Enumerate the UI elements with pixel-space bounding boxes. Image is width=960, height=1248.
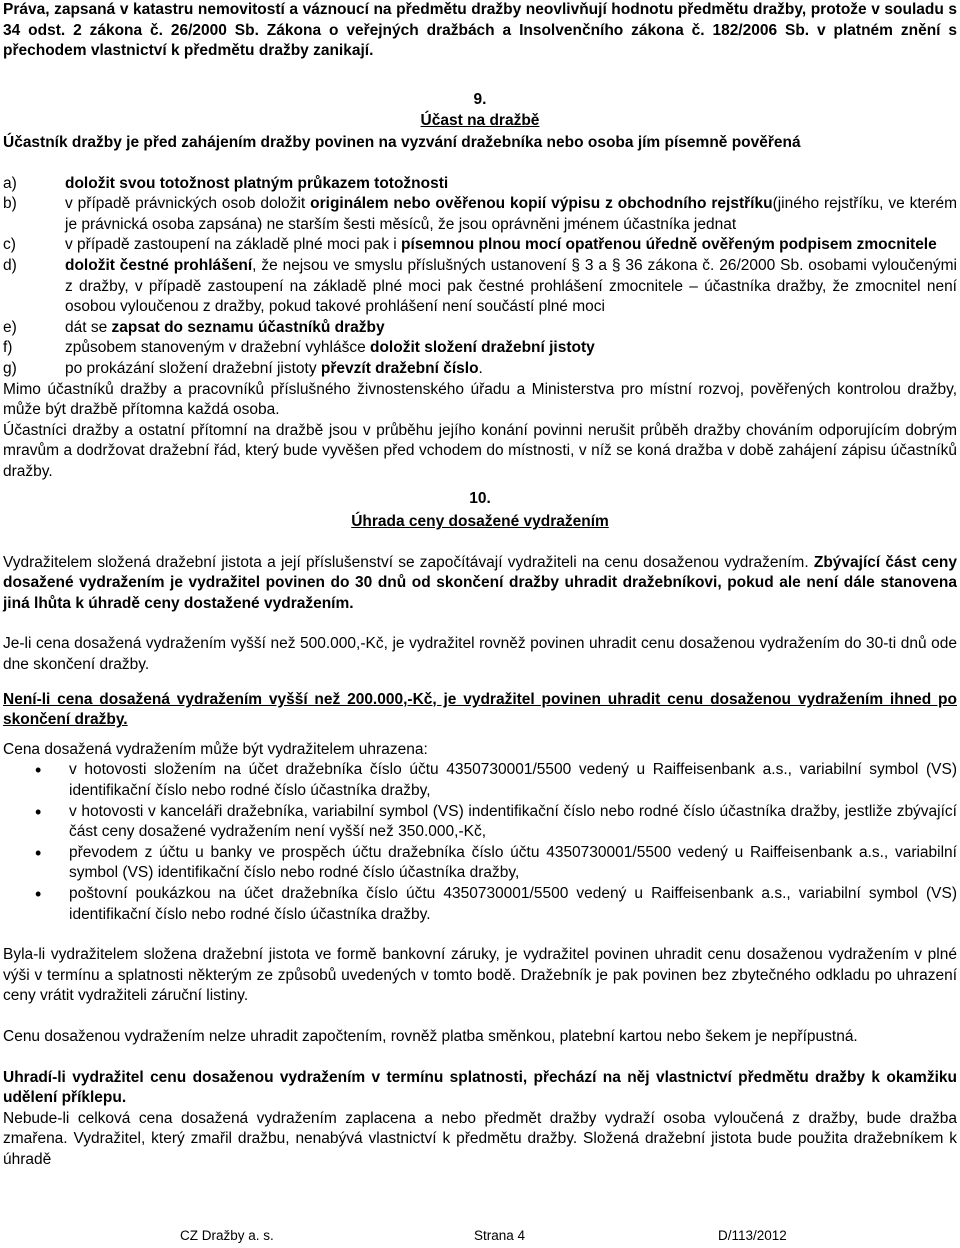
payment-method-text: v hotovosti v kanceláři dražebníka, variabilní symbol (VS) indentifikační číslo nebo rodné číslo účastníka dražby, jestliže zbývající část ceny dosažené vydražením není vyšší než 350.000,-Kč, bbox=[69, 802, 957, 841]
bullet-icon: • bbox=[35, 801, 42, 822]
section-10-paragraph-5: Byla-li vydražitelem složena dražební jistota ve formě bankovní záruky, je vydražitel povinen uhradit cenu dosaženou vydražením v plné výši v termínu a splatnosti některým ze způsobů uvedených v tomto bodě. Dražebník je pak povinen bez zbytečného odkladu po uhrazení ceny vrátit vydražiteli záruční listiny. bbox=[3, 946, 957, 1005]
requirement-item-text: způsobem stanoveným v dražební vyhlášce bbox=[65, 339, 370, 357]
payment-method-item bbox=[3, 884, 957, 925]
section-10-number: 10. bbox=[469, 490, 491, 508]
requirement-item bbox=[3, 235, 957, 256]
section-10-paragraph-2: Je-li cena dosažená vydražením vyšší než 500.000,-Kč, je vydražitel rovněž povinen uhradit cenu dosaženou vydražením do 30-ti dnů ode dne skončení dražby. bbox=[3, 635, 957, 674]
requirement-item-text: po prokázání složení dražební jistoty bbox=[65, 359, 321, 377]
section-10-paragraph-1 bbox=[3, 553, 957, 615]
requirement-item-label: e) bbox=[3, 318, 17, 336]
payment-methods-list bbox=[3, 760, 957, 925]
section-9-intro: Účastník dražby je před zahájením dražby povinen na vyzvání dražebníka nebo osoba jím písemně pověřená bbox=[3, 133, 801, 151]
payment-method-item bbox=[3, 760, 957, 801]
requirement-item bbox=[3, 174, 957, 195]
bullet-icon: • bbox=[35, 842, 42, 863]
requirement-item-text: doložit složení dražební jistoty bbox=[370, 339, 595, 357]
requirement-item bbox=[3, 338, 957, 359]
requirement-item-label: a) bbox=[3, 174, 17, 192]
requirement-item-label: f) bbox=[3, 339, 13, 357]
requirement-item-text: zapsat do seznamu účastníků dražby bbox=[111, 318, 385, 336]
payment-method-text: v hotovosti složením na účet dražebníka číslo účtu 4350730001/5500 vedený u Raiffeisenbank a.s., variabilní symbol (VS) identifikační číslo nebo rodné číslo účastníka dražby, bbox=[69, 761, 957, 799]
requirement-item-text: dát se bbox=[65, 318, 112, 336]
document-page bbox=[3, 0, 957, 1171]
section-10-paragraph-3: Není-li cena dosažená vydražením vyšší než 200.000,-Kč, je vydražitel povinen uhradit cenu dosaženou vydražením ihned po skončení dražby. bbox=[3, 690, 957, 729]
section-9-paragraph-1: Mimo účastníků dražby a pracovníků příslušného živnostenského úřadu a Ministerstva pro místní rozvoj, pověřených kontrolou dražby, může být dražbě přítomna každá osoba. bbox=[3, 380, 957, 419]
requirement-item-text: doložit čestné prohlášení bbox=[65, 256, 253, 274]
section-10-title: Úhrada ceny dosažené vydražením bbox=[351, 513, 609, 531]
requirement-item-label: c) bbox=[3, 236, 16, 254]
footer-page-number: Strana 4 bbox=[474, 1228, 526, 1243]
requirement-item bbox=[3, 256, 957, 318]
requirement-item-text: v případě právnických osob doložit bbox=[65, 195, 311, 213]
payment-method-item bbox=[3, 802, 957, 843]
section-10-paragraph-7: Uhradí-li vydražitel cenu dosaženou vydražením v termínu splatnosti, přechází na něj vlastnictví předmětu dražby k okamžiku udělení příklepu. bbox=[3, 1068, 957, 1107]
requirement-item bbox=[3, 194, 957, 235]
requirement-item-text: písemnou plnou mocí opatřenou úředně ověřeným podpisem zmocnitele bbox=[401, 236, 937, 254]
bullet-icon: • bbox=[35, 760, 42, 781]
requirement-item-text: (jiného rejstříku, ve kterém je právnická osoba zapsána) ne starším šesti měsíců, že jsou oprávněni jménem účastníka jednat bbox=[65, 195, 957, 233]
requirement-item bbox=[3, 359, 957, 380]
participant-requirements-list bbox=[3, 174, 957, 380]
section-10-paragraph-8: Nebude-li celková cena dosažená vydražením zaplacena a nebo předmět dražby vydraží osoba vyloučená z dražby, bude dražba zmařena. Vydražitel, který zmařil dražbu, nenabývá vlastnictví k předmětu dražby. Složená dražební jistota bude použita dražebníkem k úhradě bbox=[3, 1109, 957, 1168]
payment-method-item bbox=[3, 843, 957, 884]
top-paragraph: Práva, zapsaná v katastru nemovitostí a váznoucí na předmětu dražby neovlivňují hodnotu předmětu dražby, protože v souladu s 34 odst. 2 zákona č. 26/2000 Sb. Zákona o veřejných dražbách a Insolvenčního zákona č. 182/2006 Sb. v platném znění s přechodem vlastnictví k předmětu dražby zanikají. bbox=[3, 1, 957, 60]
requirement-item-text: . bbox=[478, 359, 483, 377]
section-10-paragraph-4: Cena dosažená vydražením může být vydražitelem uhrazena: bbox=[3, 740, 428, 758]
section-9-number: 9. bbox=[473, 90, 487, 108]
requirement-item-label: g) bbox=[3, 359, 17, 377]
requirement-item-text: , že nejsou ve smyslu příslušných ustanovení § 3 a § 36 zákona č. 26/2000 Sb. osobami vyloučenými z dražby, v případě zastoupení na základě plné moci pak čestné prohlášení zmocnitele – účastníka dražby, že zmocnitel není osobou vyloučenou z dražby, pokud takové prohlášení není součástí plné moci bbox=[65, 256, 957, 316]
section-10-paragraph-6: Cenu dosaženou vydražením nelze uhradit započtením, rovněž platba směnkou, platební kartou nebo šekem je nepřípustná. bbox=[3, 1027, 858, 1045]
payment-method-text: převodem z účtu u banky ve prospěch účtu dražebníka číslo účtu 4350730001/5500 vedený u Raiffeisenbank a.s., variabilní symbol (VS) identifikační číslo nebo rodné číslo účastníka dražby, bbox=[69, 843, 957, 882]
bullet-icon: • bbox=[35, 883, 42, 904]
requirement-item-text: doložit svou totožnost platným průkazem totožnosti bbox=[65, 174, 449, 192]
requirement-item-label: d) bbox=[3, 256, 17, 274]
requirement-item-text: v případě zastoupení na základě plné moci pak i bbox=[65, 236, 402, 254]
footer-company: CZ Dražby a. s. bbox=[180, 1228, 274, 1243]
requirement-item-text: převzít dražební číslo bbox=[320, 359, 479, 377]
p1-normal-text: Vydražitelem složená dražební jistota a její příslušenství se započítávají vydražiteli na cenu dosaženou vydražením. bbox=[3, 553, 814, 571]
section-9-title: Účast na dražbě bbox=[420, 112, 540, 130]
footer-document-id: D/113/2012 bbox=[718, 1228, 787, 1243]
p1-bold-text: Zbývající část ceny dosažené vydražením je vydražitel povinen do 30 dnů od skončení dražby uhradit dražebníkovi, pokud ale není dále stanovena jiná lhůta k úhradě ceny dostažené vydražením. bbox=[3, 553, 957, 612]
requirement-item bbox=[3, 318, 957, 339]
payment-method-text: poštovní poukázkou na účet dražebníka číslo účtu 4350730001/5500 vedený u Raiffeisenbank a.s., variabilní symbol (VS) identifikační číslo nebo rodné číslo účastníka dražby. bbox=[69, 884, 957, 923]
requirement-item-text: originálem nebo ověřenou kopií výpisu z obchodního rejstříku bbox=[310, 195, 773, 213]
requirement-item-label: b) bbox=[3, 195, 17, 213]
section-9-paragraph-2: Účastníci dražby a ostatní přítomní na dražbě jsou v průběhu jejího konání povinni nerušit průběh dražby chováním odporujícím dobrým mravům a dodržovat dražební řád, který bude vyvěšen před vchodem do místnosti, v níž se koná dražba v době zahájení zápisu účastníků dražby. bbox=[3, 421, 957, 480]
